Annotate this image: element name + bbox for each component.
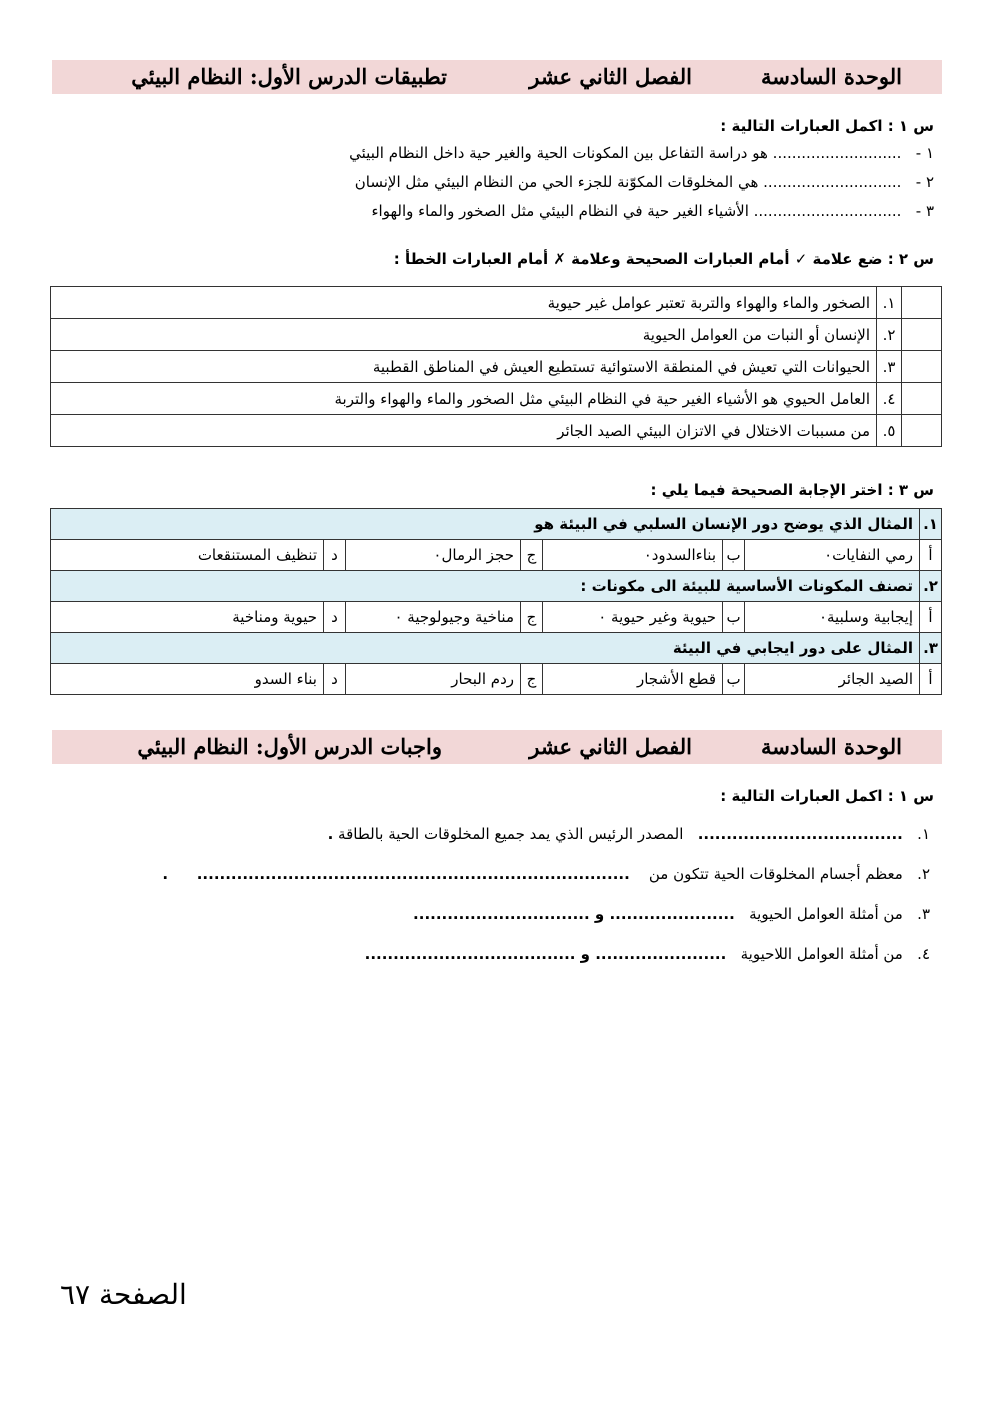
option-c[interactable]: ردم البحار xyxy=(346,664,521,695)
hw-title: س ١ : اكمل العبارات التالية : xyxy=(720,787,934,805)
table-row xyxy=(51,351,942,383)
table-row xyxy=(51,287,942,319)
option-letter: ج xyxy=(521,664,543,695)
option-letter: ج xyxy=(521,602,543,633)
hw-item-text: معظم أجسام المخلوقات الحية تتكون من xyxy=(648,865,903,883)
hw-item-blank[interactable]: ....................... و ..................................... xyxy=(364,945,727,963)
option-letter: د xyxy=(324,540,346,571)
q1-item-text: ........................... هو دراسة التفاعل بين المكونات الحية والغير حية داخل النظام البيئي xyxy=(349,144,902,162)
table-row xyxy=(51,319,942,351)
true-false-table xyxy=(50,286,942,447)
option-a[interactable]: إيجابية وسلبية٠ xyxy=(745,602,920,633)
hw-item-end: . xyxy=(327,825,334,843)
table-row xyxy=(51,383,942,415)
option-b[interactable]: قطع الأشجار xyxy=(543,664,723,695)
option-letter: د xyxy=(324,664,346,695)
option-b[interactable]: حيوية وغير حيوية ٠ xyxy=(543,602,723,633)
question-row xyxy=(51,633,942,664)
hw-item-number: ١. xyxy=(917,825,930,843)
statement-text: من مسببات الاختلال في الاتزان البيئي الصيد الجائر xyxy=(51,415,877,447)
option-d[interactable]: بناء السدو xyxy=(51,664,324,695)
row-number: ٢. xyxy=(877,319,902,351)
row-number: ٤. xyxy=(877,383,902,415)
q1-item-number: ٢ - xyxy=(915,173,934,191)
hw-item-blank[interactable]: .................................... xyxy=(697,825,903,843)
option-letter: أ xyxy=(920,602,942,633)
option-letter: ب xyxy=(723,602,745,633)
q1-item xyxy=(371,202,934,220)
q1-item-text: ............................... الأشياء الغير حية في النظام البيئي مثل الصخور والماء والهواء xyxy=(371,202,902,220)
answer-box[interactable] xyxy=(902,383,942,415)
hw-item-text: المصدر الرئيس الذي يمد جميع المخلوقات الحية بالطاقة xyxy=(338,825,684,843)
grade-title: الفصل الثاني عشر xyxy=(529,64,692,89)
hw-item xyxy=(162,865,930,883)
option-letter: د xyxy=(324,602,346,633)
statement-text: الحيوانات التي تعيش في المنطقة الاستوائية تستطيع العيش في المناطق القطبية xyxy=(51,351,877,383)
header-banner-homework xyxy=(52,730,942,764)
multiple-choice-table xyxy=(50,508,942,695)
hw-item xyxy=(328,825,930,843)
header-banner-applications xyxy=(52,60,942,94)
option-b[interactable]: بناءالسدود٠ xyxy=(543,540,723,571)
question-row xyxy=(51,571,942,602)
options-row xyxy=(51,602,942,633)
question-text: المثال الذي يوضح دور الإنسان السلبي في البيئة هو xyxy=(51,509,920,540)
question-text: تصنف المكونات الأساسية للبيئة الى مكونات : xyxy=(51,571,920,602)
statement-text: الصخور والماء والهواء والتربة تعتبر عوامل غير حيوية xyxy=(51,287,877,319)
options-row xyxy=(51,664,942,695)
question-text: المثال على دور ايجابي في البيئة xyxy=(51,633,920,664)
q1-item-number: ٣ - xyxy=(915,202,934,220)
option-c[interactable]: مناخية وجيولوجية ٠ xyxy=(346,602,521,633)
q1-item xyxy=(355,173,934,191)
row-number: ٥. xyxy=(877,415,902,447)
hw-item-blank[interactable]: ............................................................................ xyxy=(196,865,630,883)
table-row xyxy=(51,415,942,447)
grade-title: الفصل الثاني عشر xyxy=(529,734,692,759)
row-number: ٣. xyxy=(877,351,902,383)
q1-item-text: ............................. هي المخلوقات المكوّنة للجزء الحي من النظام البيئي مثل الإنسان xyxy=(354,173,902,191)
option-letter: أ xyxy=(920,540,942,571)
answer-box[interactable] xyxy=(902,415,942,447)
hw-item-blank[interactable]: ...................... و ............................... xyxy=(413,905,735,923)
option-a[interactable]: الصيد الجائر xyxy=(745,664,920,695)
question-number: ٣. xyxy=(920,633,942,664)
hw-item xyxy=(413,905,930,923)
question-number: ١. xyxy=(920,509,942,540)
statement-text: العامل الحيوي هو الأشياء الغير حية في النظام البيئي مثل الصخور والماء والهواء والتربة xyxy=(51,383,877,415)
q2-title: س ٢ : ضع علامة ✓ أمام العبارات الصحيحة وعلامة ✗ أمام العبارات الخطأ : xyxy=(393,250,934,268)
option-d[interactable]: تنظيف المستنقعات xyxy=(51,540,324,571)
answer-box[interactable] xyxy=(902,287,942,319)
unit-title: الوحدة السادسة xyxy=(761,64,902,89)
question-number: ٢. xyxy=(920,571,942,602)
hw-item-text: من أمثلة العوامل اللاحيوية xyxy=(740,945,903,963)
q1-item xyxy=(349,144,934,162)
option-letter: ب xyxy=(723,540,745,571)
option-letter: ج xyxy=(521,540,543,571)
q3-title: س ٣ : اختر الإجابة الصحيحة فيما يلي : xyxy=(650,481,934,499)
unit-title: الوحدة السادسة xyxy=(761,734,902,759)
hw-item xyxy=(365,945,930,963)
hw-item-text: من أمثلة العوامل الحيوية xyxy=(749,905,903,923)
option-letter: أ xyxy=(920,664,942,695)
option-letter: ب xyxy=(723,664,745,695)
hw-item-end: . xyxy=(162,865,169,883)
row-number: ١. xyxy=(877,287,902,319)
option-a[interactable]: رمي النفايات٠ xyxy=(745,540,920,571)
option-c[interactable]: حجز الرمال٠ xyxy=(346,540,521,571)
answer-box[interactable] xyxy=(902,351,942,383)
q1-title: س ١ : اكمل العبارات التالية : xyxy=(720,117,934,135)
option-d[interactable]: حيوية ومناخية xyxy=(51,602,324,633)
options-row xyxy=(51,540,942,571)
page-number: الصفحة ٦٧ xyxy=(60,1278,187,1311)
hw-item-number: ٤. xyxy=(917,945,930,963)
answer-box[interactable] xyxy=(902,319,942,351)
statement-text: الإنسان أو النبات من العوامل الحيوية xyxy=(51,319,877,351)
hw-item-number: ٣. xyxy=(917,905,930,923)
q1-item-number: ١ - xyxy=(915,144,934,162)
lesson-title: واجبات الدرس الأول: النظام البيئي xyxy=(137,734,442,759)
question-row xyxy=(51,509,942,540)
hw-item-number: ٢. xyxy=(917,865,930,883)
lesson-title: تطبيقات الدرس الأول: النظام البيئي xyxy=(131,64,447,89)
